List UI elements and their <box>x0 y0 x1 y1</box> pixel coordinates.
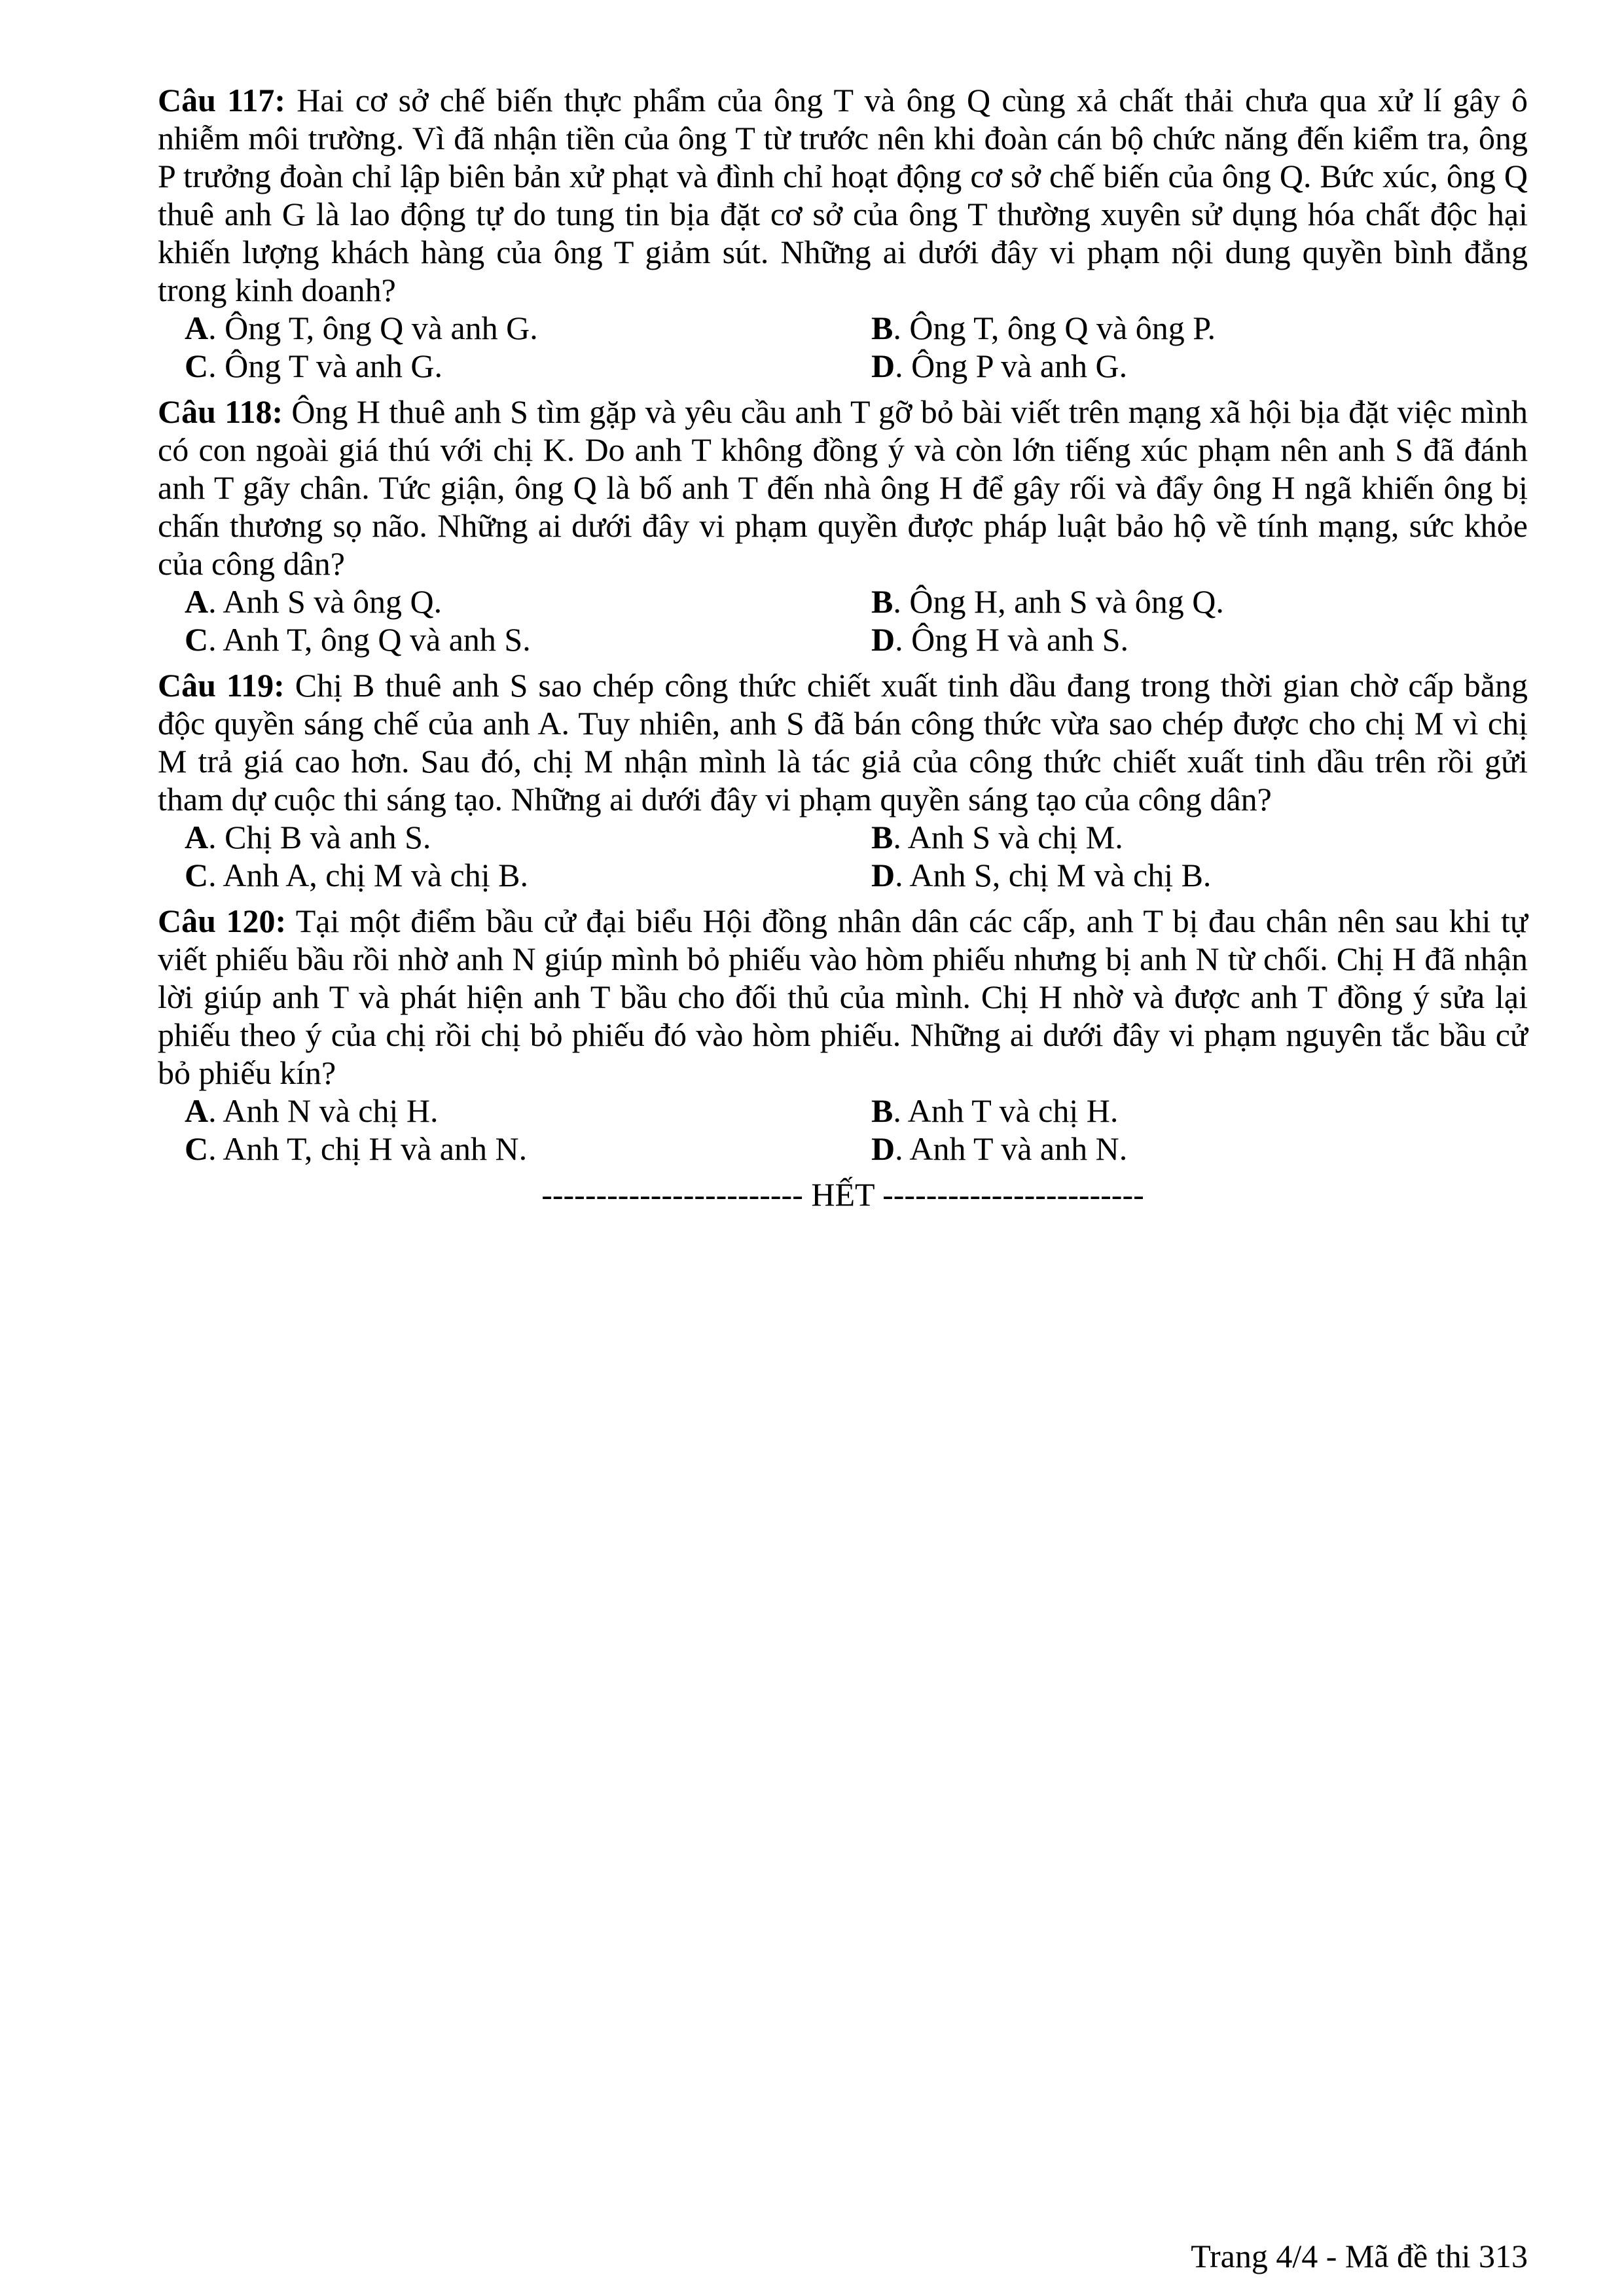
option-text: . Ông P và anh G. <box>895 348 1128 384</box>
end-marker: ------------------------ HẾT ------------------------ <box>541 1176 1144 1213</box>
question-number: Câu 119: <box>158 667 285 704</box>
option-letter: A <box>185 1092 209 1129</box>
option-letter: D <box>871 857 895 893</box>
option-letter: D <box>871 621 895 658</box>
answer-options <box>158 309 1528 385</box>
question-body: Hai cơ sở chế biến thực phẩm của ông T và ông Q cùng xả chất thải chưa qua xử lí gây ô nhiễm môi trường. Vì đã nhận tiền của ông T từ trước nên khi đoàn cán bộ chức năng đến kiểm tra, ông P trưởng đoàn chỉ lập biên bản xử phạt và đình chỉ hoạt động cơ sở chế biến của ông Q. Bức xúc, ông Q thuê anh G là lao động tự do tung tin bịa đặt cơ sở của ông T thường xuyên sử dụng hóa chất độc hại khiến lượng khách hàng của ông T giảm sút. Những ai dưới đây vi phạm nội dung quyền bình đẳng trong kinh doanh? <box>158 82 1528 308</box>
answer-option <box>871 583 1526 620</box>
question-block <box>158 393 1528 658</box>
page-footer: Trang 4/4 - Mã đề thi 313 <box>1191 2238 1528 2274</box>
question-block <box>158 902 1528 1168</box>
option-text: . Ông H và anh S. <box>895 621 1129 658</box>
question-text <box>158 902 1528 1092</box>
answer-option <box>185 347 871 385</box>
answer-options <box>158 583 1528 658</box>
answer-options <box>158 1092 1528 1168</box>
option-text: . Anh T và anh N. <box>895 1130 1128 1167</box>
answer-option <box>871 818 1526 856</box>
answer-option <box>185 856 871 894</box>
option-text: . Ông T và anh G. <box>208 348 442 384</box>
answer-option <box>185 620 871 658</box>
question-text <box>158 666 1528 818</box>
answer-option <box>185 818 871 856</box>
answer-option <box>185 1130 871 1168</box>
question-number: Câu 120: <box>158 903 287 939</box>
option-letter: C <box>185 1130 209 1167</box>
option-text: . Ông T, ông Q và ông P. <box>893 310 1216 346</box>
question-text <box>158 393 1528 583</box>
option-letter: A <box>185 819 209 855</box>
answer-option <box>185 1092 871 1130</box>
answer-option <box>871 1130 1526 1168</box>
answer-option <box>185 583 871 620</box>
question-body: Tại một điểm bầu cử đại biểu Hội đồng nhân dân các cấp, anh T bị đau chân nên sau khi tự viết phiếu bầu rồi nhờ anh N giúp mình bỏ phiếu vào hòm phiếu nhưng bị anh N từ chối. Chị H đã nhận lời giúp anh T và phát hiện anh T bầu cho đối thủ của mình. Chị H nhờ và được anh T đồng ý sửa lại phiếu theo ý của chị rồi chị bỏ phiếu đó vào hòm phiếu. Những ai dưới đây vi phạm nguyên tắc bầu cử bỏ phiếu kín? <box>158 903 1528 1091</box>
option-letter: B <box>871 310 893 346</box>
option-text: . Anh S và chị M. <box>893 819 1123 855</box>
option-letter: C <box>185 857 209 893</box>
question-block <box>158 666 1528 894</box>
option-letter: B <box>871 583 893 620</box>
answer-option <box>871 856 1526 894</box>
answer-option <box>871 347 1526 385</box>
option-letter: A <box>185 583 209 620</box>
option-text: . Chị B và anh S. <box>208 819 431 855</box>
question-block <box>158 81 1528 385</box>
answer-option <box>871 309 1526 347</box>
option-text: . Anh S, chị M và chị B. <box>895 857 1212 893</box>
option-text: . Ông T, ông Q và anh G. <box>208 310 538 346</box>
option-letter: D <box>871 1130 895 1167</box>
option-text: . Ông H, anh S và ông Q. <box>893 583 1224 620</box>
option-text: . Anh T, chị H và anh N. <box>208 1130 528 1167</box>
option-letter: B <box>871 819 893 855</box>
option-text: . Anh A, chị M và chị B. <box>208 857 528 893</box>
option-text: . Anh T, ông Q và anh S. <box>208 621 531 658</box>
option-text: . Anh S và ông Q. <box>208 583 442 620</box>
answer-option <box>185 309 871 347</box>
question-body: Chị B thuê anh S sao chép công thức chiết xuất tinh dầu đang trong thời gian chờ cấp bằng độc quyền sáng chế của anh A. Tuy nhiên, anh S đã bán công thức vừa sao chép được cho chị M vì chị M trả giá cao hơn. Sau đó, chị M nhận mình là tác giả của công thức chiết xuất tinh dầu trên rồi gửi tham dự cuộc thi sáng tạo. Những ai dưới đây vi phạm quyền sáng tạo của công dân? <box>158 667 1528 817</box>
option-text: . Anh T và chị H. <box>893 1092 1119 1129</box>
question-body: Ông H thuê anh S tìm gặp và yêu cầu anh T gỡ bỏ bài viết trên mạng xã hội bịa đặt việc mình có con ngoài giá thú với chị K. Do anh T không đồng ý và còn lớn tiếng xúc phạm nên anh S đã đánh anh T gãy chân. Tức giận, ông Q là bố anh T đến nhà ông H để gây rối và đẩy ông H ngã khiến ông bị chấn thương sọ não. Những ai dưới đây vi phạm quyền được pháp luật bảo hộ về tính mạng, sức khỏe của công dân? <box>158 393 1528 582</box>
option-letter: D <box>871 348 895 384</box>
question-number: Câu 117: <box>158 82 286 118</box>
answer-options <box>158 818 1528 894</box>
option-letter: A <box>185 310 209 346</box>
question-text <box>158 81 1528 309</box>
option-letter: C <box>185 621 209 658</box>
answer-option <box>871 620 1526 658</box>
answer-option <box>871 1092 1526 1130</box>
option-text: . Anh N và chị H. <box>208 1092 439 1129</box>
question-number: Câu 118: <box>158 393 283 430</box>
exam-page-body <box>158 81 1528 1213</box>
option-letter: B <box>871 1092 893 1129</box>
option-letter: C <box>185 348 209 384</box>
